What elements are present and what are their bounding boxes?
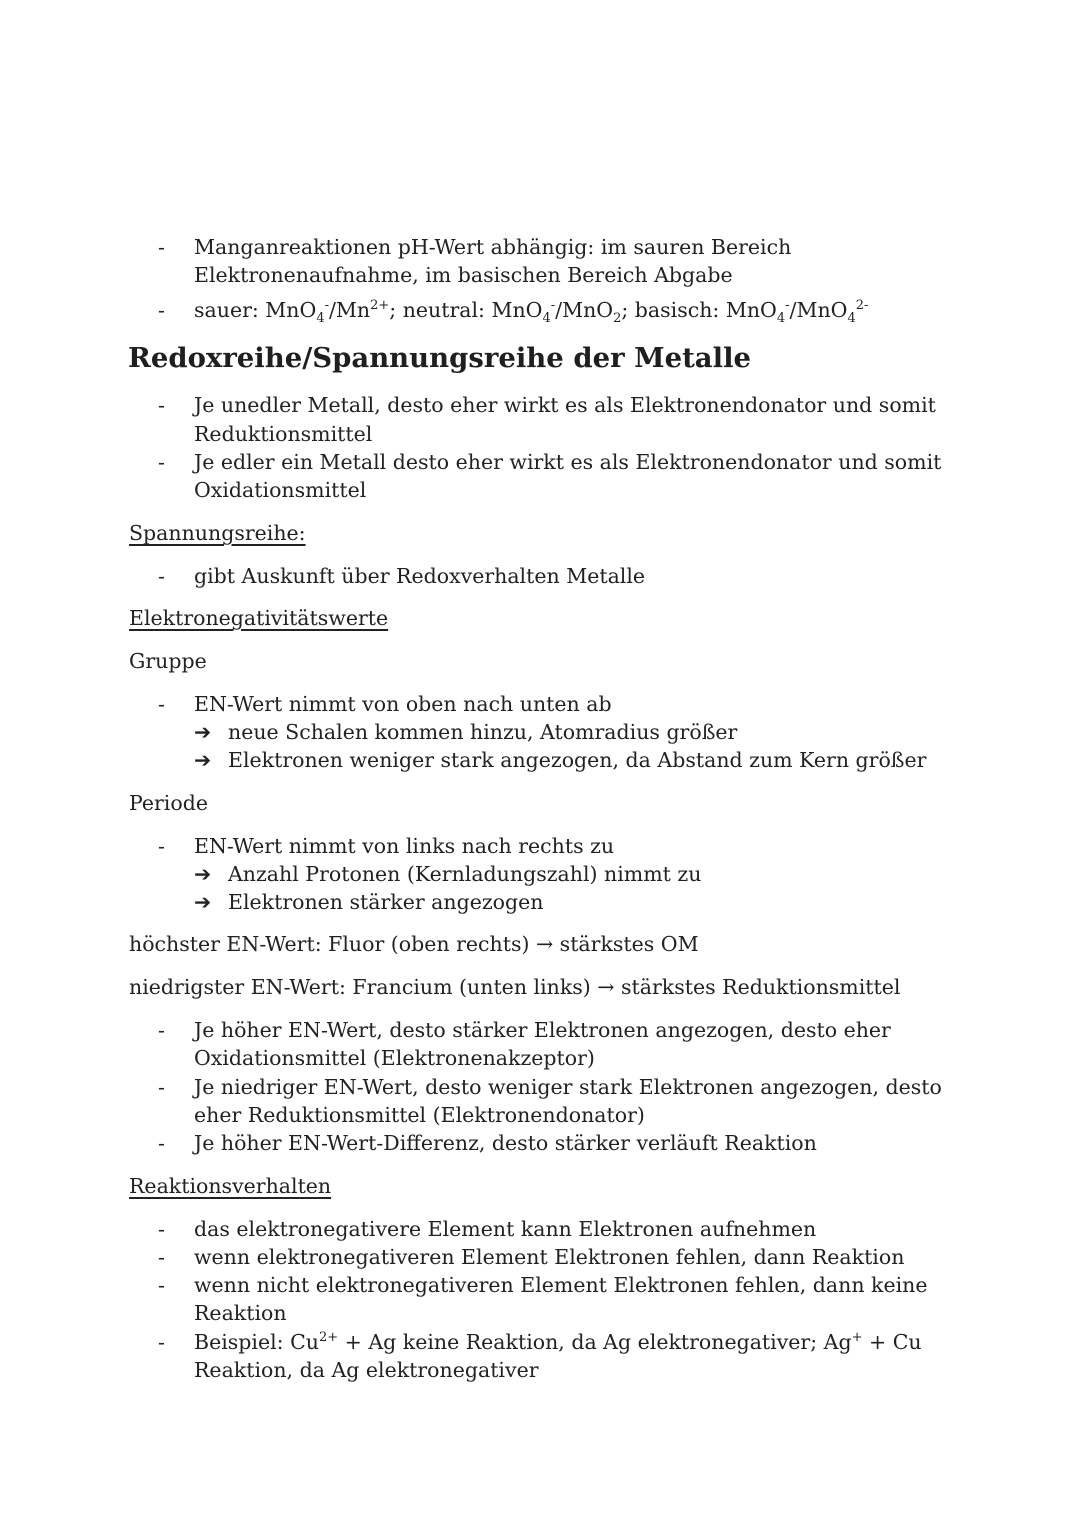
spannungsreihe-label: Spannungsreihe: [129,521,306,545]
gruppe-arrow-item-1: ➔ neue Schalen kommen hinzu, Atomradius größer [194,720,738,744]
reaction-bullet-1: das elektronegativere Element kann Elektronen aufnehmen [194,1217,817,1241]
en-rule-2-line-1: Je niedriger EN-Wert, desto weniger stark Elektronen angezogen, desto [194,1075,942,1099]
bullet-dash: - [158,450,165,474]
metal-bullet-1-line-1: Je unedler Metall, desto eher wirkt es als Elektronendonator und somit [194,393,936,417]
bullet-dash: - [158,393,165,417]
metal-bullet-2-line-2: Oxidationsmittel [194,478,367,502]
bullet-dash: - [158,1273,165,1297]
bullet-dash: - [158,1245,165,1269]
gruppe-label: Gruppe [129,649,207,673]
arrow-icon: ➔ [194,862,212,886]
en-rule-2-line-2: eher Reduktionsmittel (Elektronendonator) [194,1103,645,1127]
metal-bullet-2-line-1: Je edler ein Metall desto eher wirkt es als Elektronendonator und somit [194,450,942,474]
bullet-dash: - [158,564,165,588]
periode-bullet: EN-Wert nimmt von links nach rechts zu [194,834,615,858]
bullet-dash: - [158,1131,165,1155]
highest-en-line: höchster EN-Wert: Fluor (oben rechts) → stärkstes OM [129,932,699,956]
bullet-dash: - [158,1217,165,1241]
periode-arrow-item-1: ➔ Anzahl Protonen (Kernladungszahl) nimmt zu [194,862,702,886]
arrow-icon: ➔ [194,748,212,772]
arrow-icon: ➔ [194,720,212,744]
lowest-en-line: niedrigster EN-Wert: Francium (unten links) → stärkstes Reduktionsmittel [129,975,901,999]
spannungsreihe-bullet: gibt Auskunft über Redoxverhalten Metalle [194,564,646,588]
en-values-title: Elektronegativitätswerte [129,606,389,630]
bullet-dash: - [158,692,165,716]
bullet-dash: - [158,834,165,858]
arrow-icon: ➔ [194,890,212,914]
bullet-dash: - [158,1018,165,1042]
bullet-dash: - [158,1330,165,1354]
intro-bullet-2-manganese-states: sauer: $MnO_4^-/Mn^{2+}$; neutral: MnO$_4$-/MnO$_2$; basisch: MnO$_4$-/MnO$_4^{2-}$ [194,298,869,327]
en-rule-3: Je höher EN-Wert-Differenz, desto stärker verläuft Reaktion [194,1131,817,1155]
intro-bullet-1-line-1: Manganreaktionen pH-Wert abhängig: im sauren Bereich [194,235,792,259]
bullet-dash: - [158,235,165,259]
reaktionsverhalten-label: Reaktionsverhalten [129,1174,332,1198]
intro-bullet-1-line-2: Elektronenaufnahme, im basischen Bereich Abgabe [194,263,733,287]
gruppe-bullet: EN-Wert nimmt von oben nach unten ab [194,692,612,716]
reaction-bullet-2: wenn elektronegativeren Element Elektronen fehlen, dann Reaktion [194,1245,905,1269]
reaction-example-line-2: Reaktion, da Ag elektronegativer [194,1358,539,1382]
en-rule-1-line-1: Je höher EN-Wert, desto stärker Elektronen angezogen, desto eher [194,1018,891,1042]
periode-arrow-item-2: ➔ Elektronen stärker angezogen [194,890,544,914]
reaction-bullet-3-line-2: Reaktion [194,1301,287,1325]
reaction-example-line-1: Beispiel: $Cu^{2+} + Ag$ keine Reaktion, da Ag elektronegativer; Ag+ + Cu [194,1330,922,1354]
bullet-dash: - [158,298,165,322]
metal-bullet-1-line-2: Reduktionsmittel [194,422,373,446]
bullet-dash: - [158,1075,165,1099]
section-heading: Redoxreihe/Spannungsreihe der Metalle [128,342,752,374]
reaction-bullet-3-line-1: wenn nicht elektronegativeren Element Elektronen fehlen, dann keine [194,1273,928,1297]
en-rule-1-line-2: Oxidationsmittel (Elektronenakzeptor) [194,1046,595,1070]
gruppe-arrow-item-2: ➔ Elektronen weniger stark angezogen, da Abstand zum Kern größer [194,748,927,772]
periode-label: Periode [129,791,208,815]
